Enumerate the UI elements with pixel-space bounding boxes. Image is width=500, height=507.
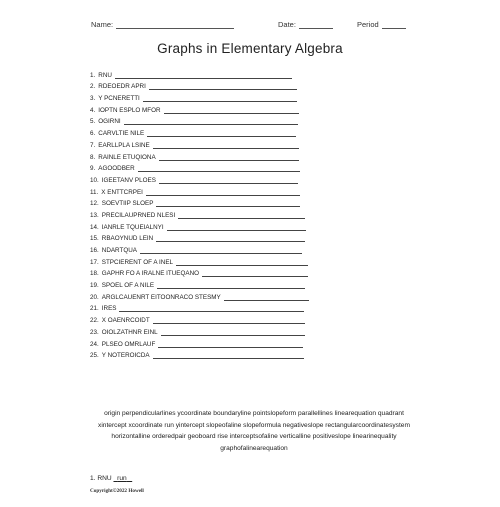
scrambled-word: PLSEO OMRLAUF (101, 340, 156, 348)
item-number: 2. (90, 83, 96, 91)
list-item (90, 219, 420, 231)
scrambled-word: CARVLTIE NILE (98, 130, 145, 138)
answer-line[interactable] (140, 247, 302, 254)
answer-line[interactable] (138, 165, 300, 172)
scrambled-word: ARGLCAUENRT EITOONRACO STESMY (101, 293, 221, 301)
answer-line[interactable] (224, 294, 309, 301)
scrambled-word: RBAOYNUD LEIN (101, 235, 154, 243)
scrambled-word: Y PCNERETTI (98, 95, 140, 103)
item-number: 1. (90, 71, 96, 79)
item-number: 14. (90, 223, 99, 231)
list-item (90, 301, 420, 313)
name-label: Name: (91, 20, 114, 29)
item-number: 21. (90, 305, 99, 313)
list-item (90, 336, 420, 348)
scrambled-word: SPOEL OF A NILE (101, 282, 155, 290)
list-item (90, 289, 420, 301)
answer-line[interactable] (167, 224, 306, 231)
item-number: 8. (90, 153, 96, 161)
copyright-notice: Copyright©2022 Howell (90, 488, 144, 494)
date-field (278, 20, 333, 29)
scrambled-word: X OAENRCOIDT (101, 317, 150, 325)
item-number: 19. (90, 282, 99, 290)
period-line (382, 20, 406, 29)
worksheet-header (0, 20, 500, 34)
item-number: 13. (90, 211, 99, 219)
example-solution: run (117, 475, 127, 482)
list-item (90, 125, 420, 137)
list-item (90, 161, 420, 173)
answer-line[interactable] (146, 189, 300, 196)
scrambled-word: IANRLE TQUEIALNYI (101, 223, 164, 231)
scramble-list (90, 67, 420, 359)
scrambled-word: EARLLPLA LSINE (98, 141, 150, 149)
answer-line[interactable] (143, 95, 297, 102)
date-label: Date: (278, 20, 296, 29)
list-item (90, 102, 420, 114)
list-item (90, 348, 420, 360)
name-line (116, 20, 234, 29)
example-number: 1. (90, 475, 96, 482)
scrambled-word: GAPHR FO A IRALNE ITUEQANO (101, 270, 200, 278)
scrambled-word: OIOLZATHNR EINL (101, 328, 158, 336)
scrambled-word: OGIRNI (98, 118, 121, 126)
list-item (90, 149, 420, 161)
scrambled-word: PRECILAUPRNED NLESI (101, 211, 176, 219)
list-item (90, 207, 420, 219)
item-number: 15. (90, 235, 99, 243)
scrambled-word: Y NOTEROICDA (101, 352, 150, 360)
word-bank: origin perpendicularlines ycoordinate boundaryline pointslopeform parallellines linearequation quadrant xintercept xcoordinate run yintercept slopeofaline slopeformula negativeslope rectangularcoordinatesystem horizontalline orderedpair geoboard rise interceptsofaline verticalline positiveslope linearinequality graphofalinearequation (98, 410, 410, 452)
worksheet-title: Graphs in Elementary Algebra (157, 41, 343, 56)
scrambled-word: AGOODBER (98, 165, 135, 173)
scrambled-word: SOEVTIIP SLOEP (101, 200, 154, 208)
item-number: 24. (90, 340, 99, 348)
answer-line[interactable] (115, 72, 292, 79)
list-item (90, 277, 420, 289)
list-item (90, 67, 420, 79)
list-item (90, 242, 420, 254)
answer-line[interactable] (147, 130, 296, 137)
item-number: 17. (90, 258, 99, 266)
item-number: 7. (90, 141, 96, 149)
answer-line[interactable] (178, 212, 305, 219)
answer-line[interactable] (153, 352, 304, 359)
example-scrambled: RNU (97, 475, 112, 482)
period-field (357, 20, 406, 29)
example-answer (90, 475, 132, 482)
scrambled-word: STPCIERENT OF A INEL (101, 258, 174, 266)
scrambled-word: NDARTQUA (101, 247, 137, 254)
item-number: 18. (90, 270, 99, 278)
answer-line[interactable] (153, 142, 299, 149)
list-item (90, 90, 420, 102)
answer-line[interactable] (164, 107, 299, 114)
scrambled-word: RAINLE ETUQIONA (98, 153, 156, 161)
answer-line[interactable] (176, 259, 308, 266)
answer-line[interactable] (159, 177, 298, 184)
scrambled-word: IRES (101, 305, 117, 313)
list-item (90, 137, 420, 149)
item-number: 9. (90, 165, 96, 173)
answer-line[interactable] (124, 118, 298, 125)
item-number: 10. (90, 176, 99, 184)
name-field (91, 20, 234, 29)
scrambled-word: RNU (98, 71, 112, 79)
answer-line[interactable] (156, 235, 305, 242)
answer-line[interactable] (202, 270, 308, 277)
answer-line[interactable] (119, 305, 304, 312)
item-number: 5. (90, 118, 96, 126)
answer-line[interactable] (159, 154, 299, 161)
answer-line[interactable] (153, 317, 305, 324)
item-number: 4. (90, 106, 96, 114)
item-number: 23. (90, 328, 99, 336)
answer-line[interactable] (157, 282, 305, 289)
answer-line[interactable] (158, 341, 303, 348)
scrambled-word: RDEOEDR APRI (98, 83, 146, 91)
item-number: 11. (90, 188, 99, 196)
item-number: 12. (90, 200, 99, 208)
list-item (90, 231, 420, 243)
item-number: 20. (90, 293, 99, 301)
list-item (90, 266, 420, 278)
list-item (90, 254, 420, 266)
list-item (90, 114, 420, 126)
scrambled-word: X ENTTCRPEI (101, 188, 143, 196)
item-number: 25. (90, 352, 99, 360)
item-number: 22. (90, 317, 99, 325)
answer-line[interactable] (149, 83, 297, 90)
list-item (90, 79, 420, 91)
list-item (90, 196, 420, 208)
list-item (90, 324, 420, 336)
item-number: 16. (90, 247, 99, 254)
answer-line[interactable] (156, 200, 300, 207)
scrambled-word: IOPTN ESPLO MFOR (98, 106, 161, 114)
list-item (90, 172, 420, 184)
list-item (90, 312, 420, 324)
date-line (299, 20, 333, 29)
period-label: Period (357, 20, 379, 29)
answer-line[interactable] (161, 329, 305, 336)
item-number: 6. (90, 130, 96, 138)
scrambled-word: IGEETANV PLOES (101, 176, 156, 184)
list-item (90, 184, 420, 196)
item-number: 3. (90, 95, 96, 103)
